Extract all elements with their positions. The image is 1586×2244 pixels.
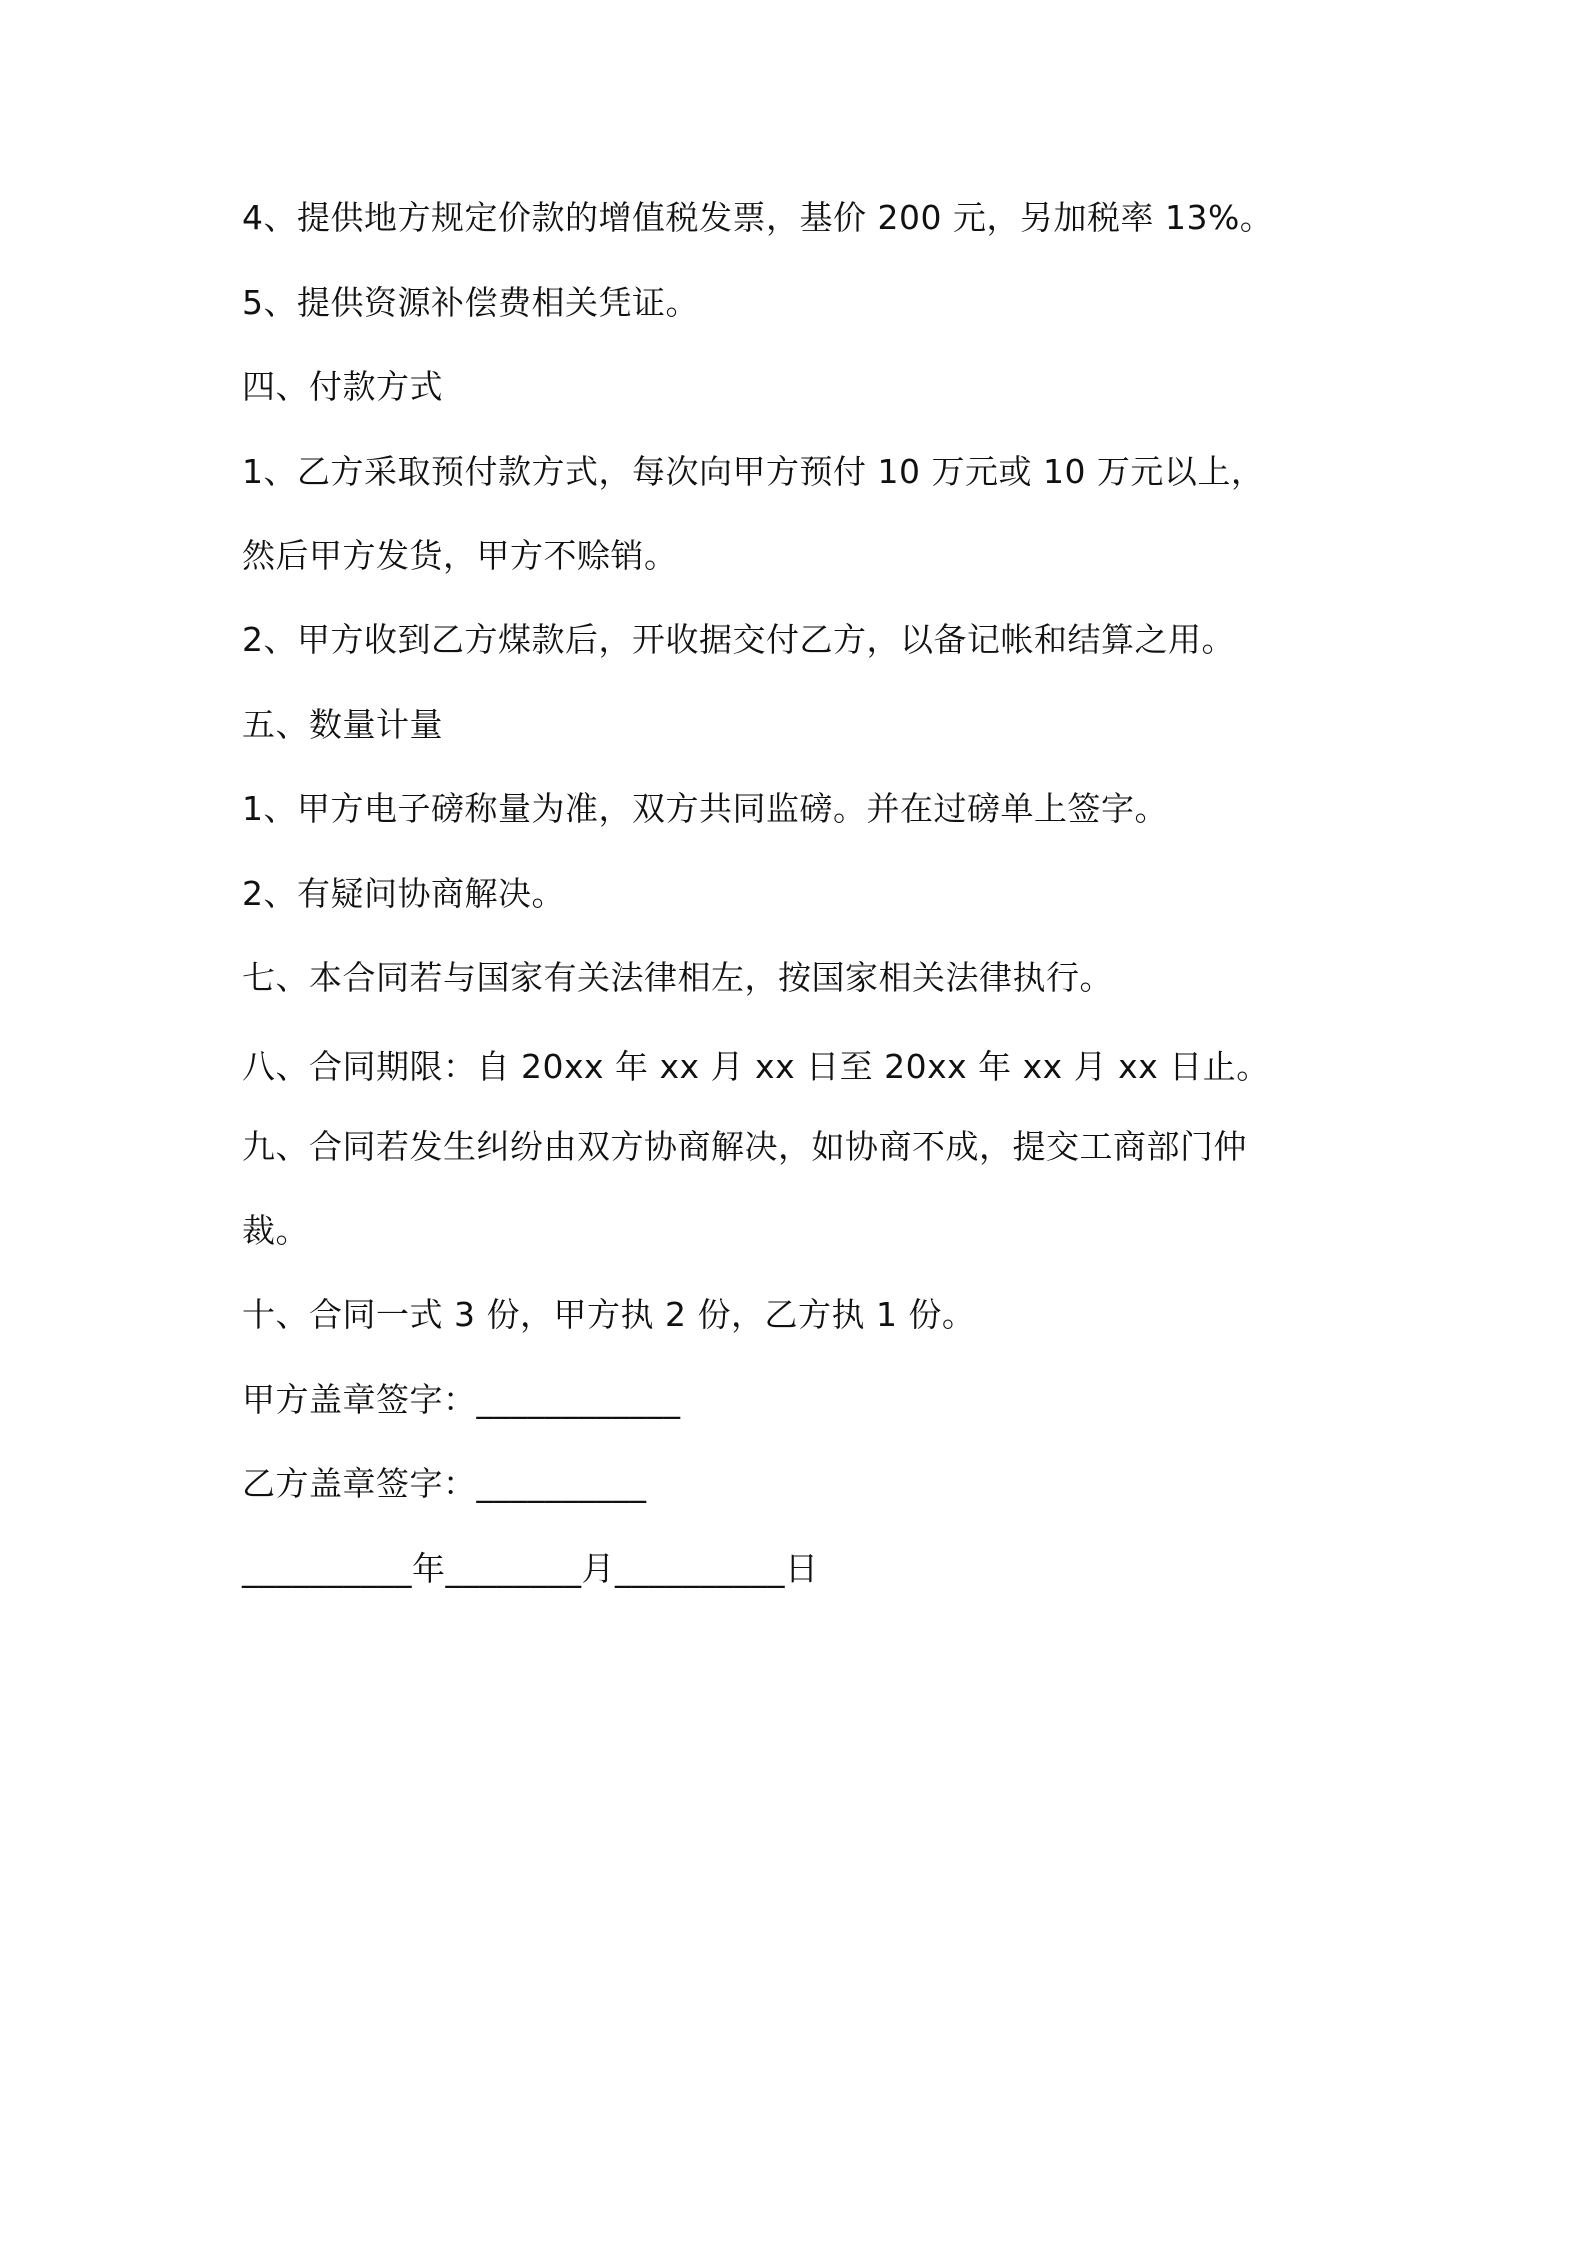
section-4-heading: 四、付款方式 [242, 367, 443, 406]
clause-4-invoice: 4、提供地方规定价款的增值税发票，基价 200 元，另加税率 13%。 [242, 198, 1274, 237]
quantity-clause-1: 1、甲方电子磅称量为准，双方共同监磅。并在过磅单上签字。 [242, 789, 1168, 828]
party-b-signature-line: 乙方盖章签字：__________ [242, 1464, 647, 1503]
section-10-copies: 十、合同一式 3 份，甲方执 2 份，乙方执 1 份。 [242, 1295, 976, 1334]
section-5-heading: 五、数量计量 [242, 705, 443, 744]
payment-clause-2: 2、甲方收到乙方煤款后，开收据交付乙方，以备记帐和结算之用。 [242, 620, 1235, 659]
section-9-dispute: 九、合同若发生纠纷由双方协商解决，如协商不成，提交工商部门仲 [242, 1127, 1247, 1166]
payment-clause-1: 1、乙方采取预付款方式，每次向甲方预付 10 万元或 10 万元以上， [242, 452, 1265, 491]
section-8-term: 八、合同期限：自 20xx 年 xx 月 xx 日至 20xx 年 xx 月 xx 日止。 [242, 1047, 1270, 1086]
quantity-clause-2: 2、有疑问协商解决。 [242, 874, 565, 913]
section-9-dispute-continued: 裁。 [242, 1211, 309, 1250]
payment-clause-1-continued: 然后甲方发货，甲方不赊销。 [242, 536, 678, 575]
party-a-signature-line: 甲方盖章签字：____________ [242, 1380, 681, 1419]
clause-5-resource-fee: 5、提供资源补偿费相关凭证。 [242, 283, 699, 322]
date-line: __________年________月__________日 [242, 1549, 819, 1588]
section-7-clause: 七、本合同若与国家有关法律相左，按国家相关法律执行。 [242, 958, 1113, 997]
